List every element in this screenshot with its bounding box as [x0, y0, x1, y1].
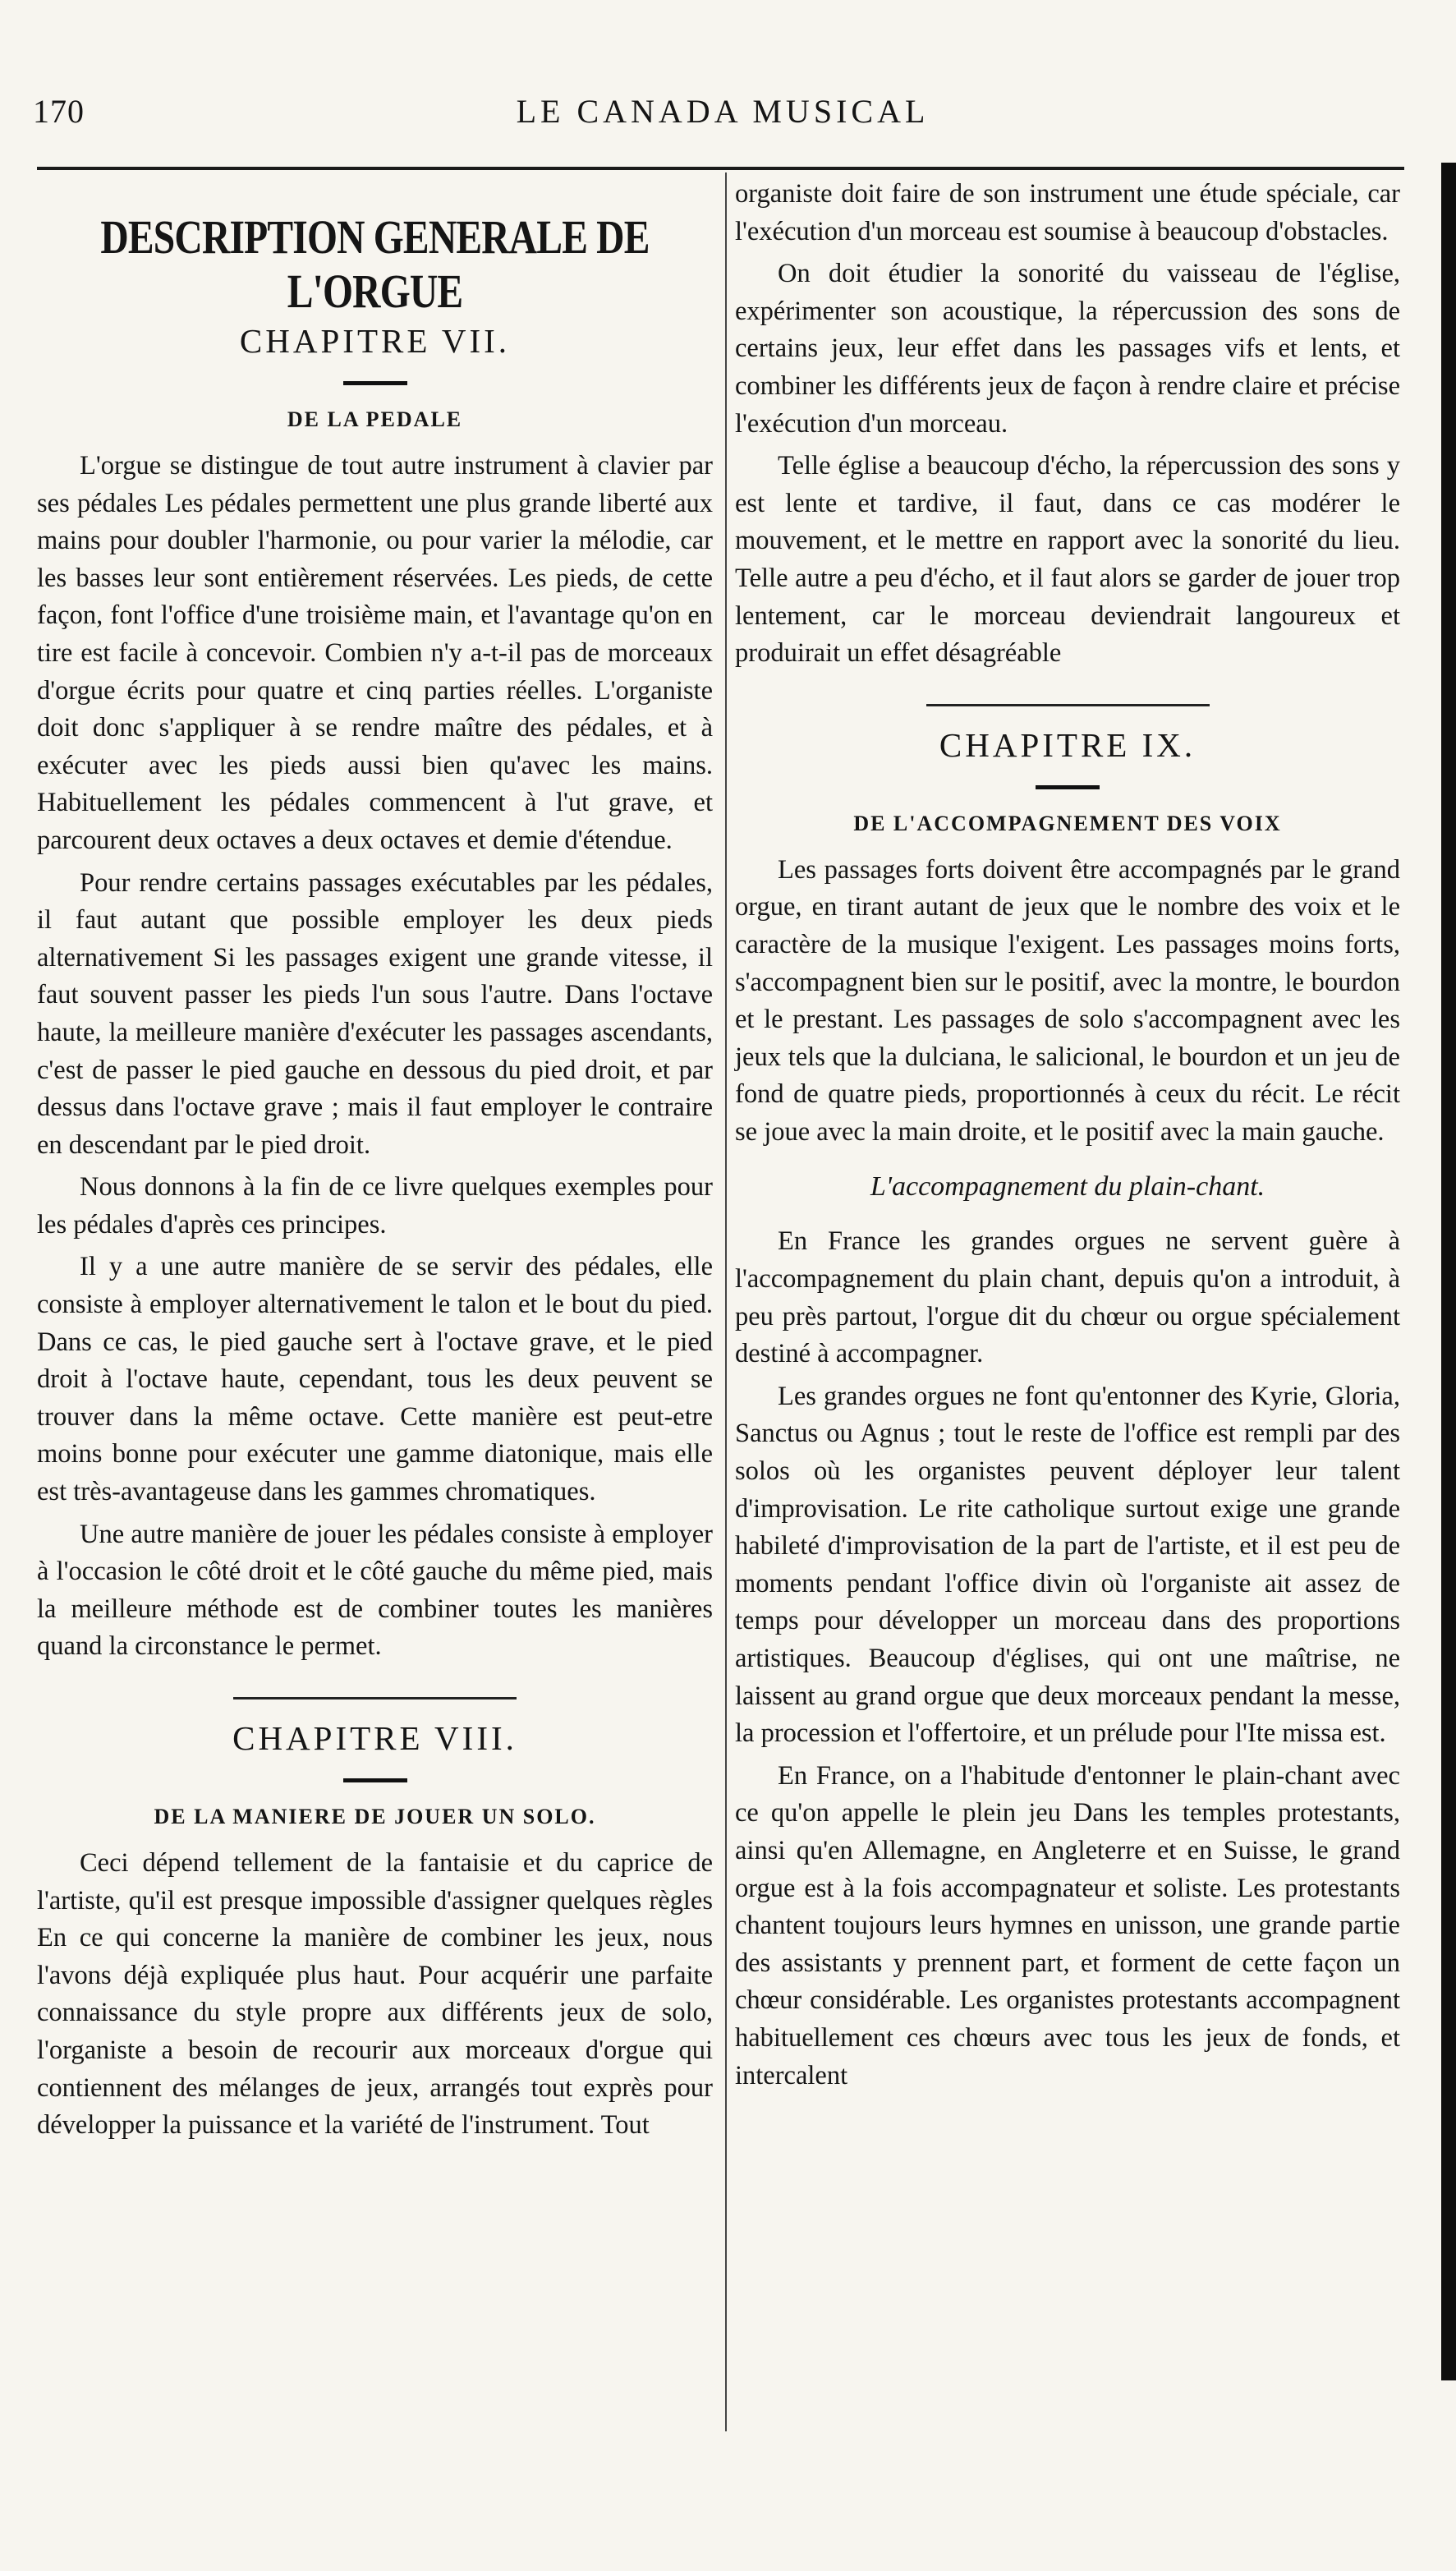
paragraph: En France, on a l'habitude d'entonner le plain-chant avec ce qu'on appelle le plein jeu Dans les temples protestants, ainsi qu'en Allemagne, en Angleterre et en Suisse, le grand orgue est à la fois accompagnateur et soliste. Les protestants chantent toujours leurs hymnes en unisson, une grande partie des assistants y prennent part, et forment de cette façon un chœur considérable. Les organistes protestants accompagnent habituellement ces chœurs avec tous les jeux de fonds, et intercalent — [735, 1760, 1400, 2090]
page-number: 170 — [33, 93, 85, 130]
column-divider — [725, 172, 727, 2431]
chapter-vii-heading: CHAPITRE VII. — [239, 322, 511, 360]
running-head — [33, 92, 1412, 133]
paragraph: En France les grandes orgues ne servent guère à l'accompagnement du plain chant, depuis qu'on a introduit, à peu près partout, l'orgue dit du chœur ou orgue spécialement destiné à accompagner. — [735, 1226, 1400, 1369]
paragraph: Les grandes orgues ne font qu'entonner des Kyrie, Gloria, Sanctus ou Agnus ; tout le reste de l'office est rempli par des solos où les organistes peuvent déployer leur talent d'improvisation. Le rite catholique surtout exige une grande habileté d'improvisation de la part de l'artiste, et il est peu de moments pendant l'office divin où l'organiste ait assez de temps pour développer un morceau dans des proportions artistiques. Beaucoup d'églises, qui ont une maîtrise, ne laissent au grand orgue que deux morceaux pendant la messe, la procession et l'offertoire, et un prélude pour l'Ite missa est. — [735, 1381, 1400, 1749]
paragraph: Pour rendre certains passages exécutables par les pédales, il faut autant que possible employer les deux pieds alternativement Si les passages exigent une grande vitesse, il faut souvent passer les pieds l'un sous l'autre. Dans l'octave haute, la meilleure manière d'exécuter les passages ascendants, c'est de passer le pied gauche en dessous du pied droit, et par dessus dans l'octave grave ; mais il faut employer le contraire en descendant par le pied droit. — [37, 867, 713, 1160]
chapter-viii-heading: CHAPITRE VIII. — [232, 1719, 517, 1757]
subheading-plain-chant: L'accompagnement du plain-chant. — [870, 1171, 1265, 1203]
article-title: DESCRIPTION GENERALE DE L'ORGUE — [100, 210, 650, 318]
left-column — [37, 176, 713, 2145]
chapter-separator-rule — [233, 1697, 517, 1699]
chapter-ix-heading: CHAPITRE IX. — [939, 725, 1196, 764]
paragraph: Nous donnons à la fin de ce livre quelques exemples pour les pédales d'après ces principes. — [37, 1172, 713, 1240]
heading-rule — [1036, 785, 1100, 789]
paragraph-continuation: organiste doit faire de son instrument une étude spéciale, car l'exécution d'un morceau est soumise à beaucoup d'obstacles. — [735, 179, 1400, 246]
paragraph: Les passages forts doivent être accompagnés par le grand orgue, en tirant autant de jeux que le nombre des voix et le caractère de la musique l'exigent. Les passages moins forts, s'accompagnent bien sur le positif, avec la montre, le bourdon et le prestant. Les passages de solo s'accompagnent avec les jeux tels que la dulciana, le salicional, le bourdon et un jeu de fond de quatre pieds, proportionnés à ceux du récit. Le récit se joue avec la main droite, et le positif avec la main gauche. — [735, 854, 1400, 1147]
right-column — [735, 176, 1400, 2095]
paragraph: Telle église a beaucoup d'écho, la répercussion des sons y est lente et tardive, il faut, dans ce cas modérer le mouvement, et le mettre en rapport avec la sonorité du lieu. Telle autre a peu d'écho, et il faut alors se garder de jouer trop lentement, car le morceau deviendrait langoureux et produirait un effet désagréable — [735, 451, 1400, 669]
section-heading-pedale: DE LA PEDALE — [287, 407, 463, 431]
paragraph: Ceci dépend tellement de la fantaisie et du caprice de l'artiste, qu'il est presque impossible d'assigner quelques règles En ce qui concerne la manière de combiner les jeux, nous l'avons déjà expliquée plus haut. Pour acquérir une parfaite connaissance du style propre aux différents jeux de solo, l'organiste a besoin de recourir aux morceaux d'orgue qui contiennent des mélanges de jeux, arrangés tout exprès pour développer la puissance et la variété de l'instrument. Tout — [37, 1848, 713, 2141]
header-rule — [37, 167, 1404, 170]
paragraph: Une autre manière de jouer les pédales consiste à employer à l'occasion le côté droit et le côté gauche du même pied, mais la meilleure méthode est de combiner toutes les manières quand la circonstance le permet. — [37, 1519, 713, 1662]
heading-rule — [343, 1778, 407, 1782]
paragraph: Il y a une autre manière de se servir des pédales, elle consiste à employer alternativement le talon et le bout du pied. Dans ce cas, le pied gauche sert à l'octave grave, et le pied droit à l'octave haute, cependant, tous les deux peuvent se trouver dans la même octave. Cette manière est peut-etre moins bonne pour exécuter une gamme diatonique, mais elle est très-avantageuse dans les gammes chromatiques. — [37, 1252, 713, 1507]
section-heading-voix: DE L'ACCOMPAGNEMENT DES VOIX — [853, 811, 1282, 835]
page-edge-bar — [1441, 163, 1456, 2380]
paragraph: On doit étudier la sonorité du vaisseau de l'église, expérimenter son acoustique, la répercussion des sons de certains jeux, leur effet dans les passages vifs et lents, et combiner les différents jeux de façon à rendre claire et précise l'exécution d'un morceau. — [735, 259, 1400, 439]
section-heading-solo: DE LA MANIERE DE JOUER UN SOLO. — [154, 1805, 596, 1828]
heading-rule — [343, 381, 407, 385]
journal-title: LE CANADA MUSICAL — [516, 93, 930, 130]
paragraph: L'orgue se distingue de tout autre instrument à clavier par ses pédales Les pédales permettent une plus grande liberté aux mains pour doubler l'harmonie, ou pour varier la mélodie, car les basses leur sont entièrement réservées. Les pieds, de cette façon, font l'office d'une troisième main, et l'avantage qu'on en tire est facile à concevoir. Combien n'y a-t-il pas de morceaux d'orgue écrits pour quatre et cinq parties réelles. L'organiste doit donc s'appliquer à se rendre maître des pédales, et à exécuter avec les pieds aussi bien qu'avec les mains. Habituellement les pédales commencent à l'ut grave, et parcourent deux octaves a deux octaves et demie d'étendue. — [37, 451, 713, 855]
chapter-separator-rule — [926, 704, 1210, 706]
